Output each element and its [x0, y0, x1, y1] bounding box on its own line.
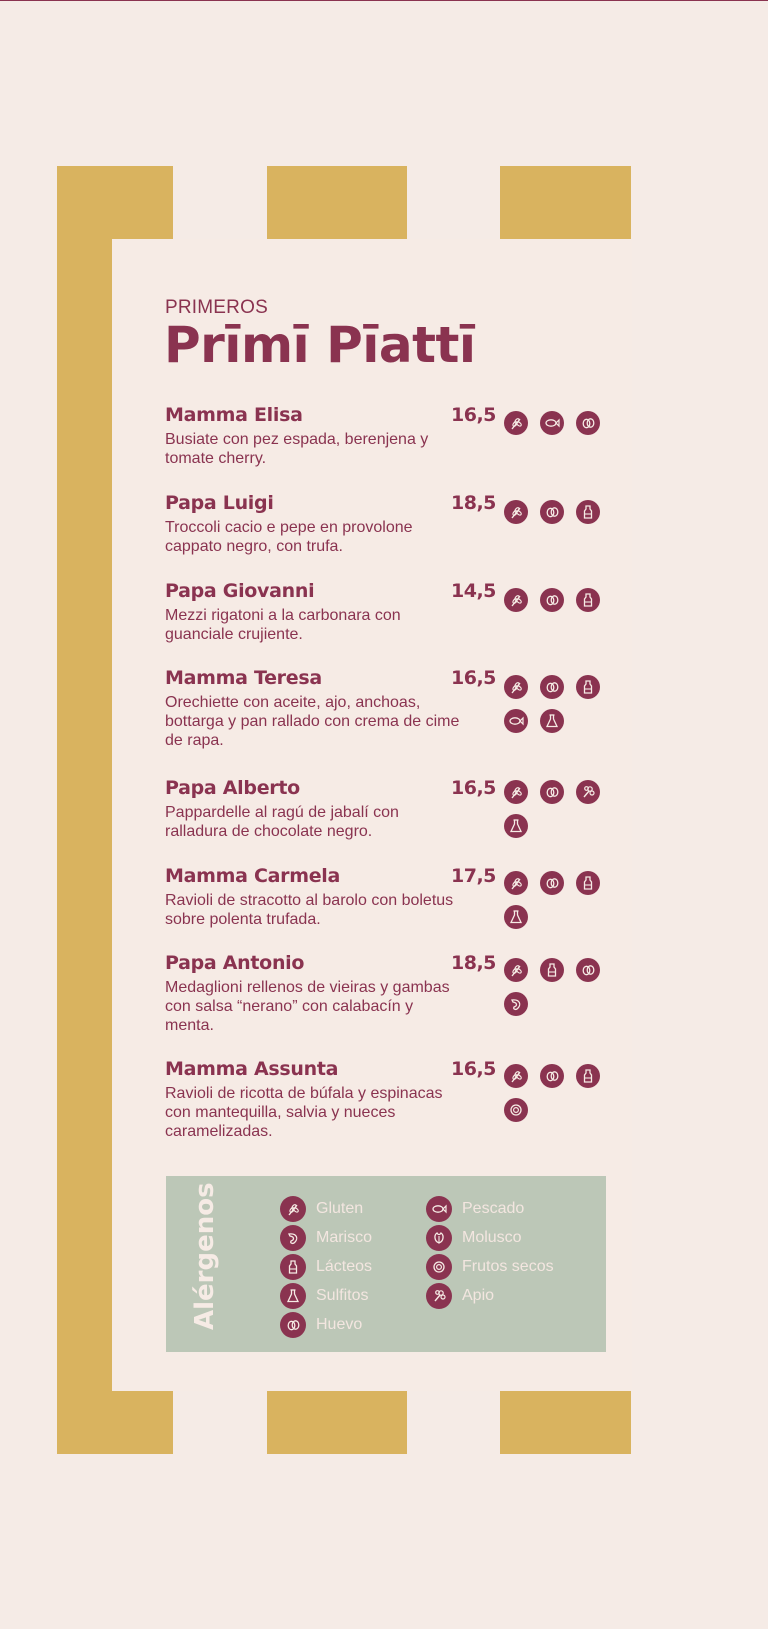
- menu-item-name: Papa Luigi: [165, 492, 274, 514]
- frame-bottom-block-3: [500, 1391, 631, 1454]
- menu-item: [165, 865, 485, 929]
- legend-entry: [426, 1254, 554, 1280]
- gluten-icon: [504, 780, 528, 804]
- menu-item-allergens: [504, 871, 614, 929]
- sulfitos-icon: [540, 709, 564, 733]
- pescado-icon: [504, 709, 528, 733]
- menu-item-price: 16,5: [451, 777, 496, 799]
- lacteos-icon: [576, 500, 600, 524]
- menu-item-description: Medaglioni rellenos de vieiras y gambas con salsa “nerano” con calabacín y menta.: [165, 979, 450, 1034]
- menu-item: [165, 667, 485, 750]
- menu-item-description: Ravioli de stracotto al barolo con boletus sobre polenta trufada.: [165, 892, 454, 928]
- legend-entry: [426, 1283, 494, 1309]
- menu-item-name: Mamma Assunta: [165, 1058, 339, 1080]
- huevo-icon: [540, 675, 564, 699]
- legend-entry-label: Lácteos: [316, 1258, 373, 1275]
- menu-item-description: Ravioli de ricotta de búfala y espinacas con mantequilla, salvia y nueces caramelizadas.: [165, 1085, 443, 1140]
- menu-item-description: Pappardelle al ragú de jabalí con ralladura de chocolate negro.: [165, 804, 399, 840]
- menu-item-price: 16,5: [451, 404, 496, 426]
- legend-entry-label: Molusco: [462, 1229, 522, 1246]
- legend-entry: [280, 1254, 372, 1280]
- menu-item-description: Busiate con pez espada, berenjena y tomate cherry.: [165, 431, 429, 467]
- gluten-icon: [504, 500, 528, 524]
- frutos-secos-icon: [504, 1098, 528, 1122]
- menu-item: [165, 952, 485, 1035]
- lacteos-icon: [576, 1064, 600, 1088]
- frame-bottom-block-2: [267, 1391, 407, 1454]
- gluten-icon: [504, 871, 528, 895]
- menu-item-name: Mamma Teresa: [165, 667, 322, 689]
- menu-item-description: Mezzi rigatoni a la carbonara con guanciale crujiente.: [165, 607, 401, 643]
- sulfitos-icon: [280, 1283, 306, 1309]
- huevo-icon: [540, 588, 564, 612]
- menu-item: [165, 492, 485, 556]
- menu-item-allergens: [504, 588, 614, 612]
- lacteos-icon: [576, 588, 600, 612]
- legend-entry-label: Sulfitos: [316, 1287, 369, 1304]
- sulfitos-icon: [504, 814, 528, 838]
- menu-item-allergens: [504, 958, 614, 1016]
- menu-item-name: Papa Giovanni: [165, 580, 315, 602]
- huevo-icon: [540, 871, 564, 895]
- frame-bottom-block-1: [57, 1391, 173, 1454]
- legend-entry-label: Pescado: [462, 1200, 525, 1217]
- section-kicker: PRIMEROS: [165, 297, 268, 318]
- gluten-icon: [504, 1064, 528, 1088]
- menu-item-name: Papa Alberto: [165, 777, 300, 799]
- menu-item: [165, 404, 485, 468]
- huevo-icon: [576, 411, 600, 435]
- legend-entry: [280, 1312, 362, 1338]
- huevo-icon: [540, 1064, 564, 1088]
- legend-entry: [280, 1196, 363, 1222]
- gluten-icon: [504, 958, 528, 982]
- huevo-icon: [540, 780, 564, 804]
- huevo-icon: [540, 500, 564, 524]
- frame-top-block-1: [57, 166, 173, 239]
- molusco-icon: [426, 1225, 452, 1251]
- pescado-icon: [540, 411, 564, 435]
- frame-top-block-3: [500, 166, 631, 239]
- menu-item-name: Mamma Carmela: [165, 865, 341, 887]
- menu-item-allergens: [504, 411, 614, 435]
- menu-item-price: 16,5: [451, 667, 496, 689]
- menu-item-price: 16,5: [451, 1058, 496, 1080]
- lacteos-icon: [576, 675, 600, 699]
- legend-entry-label: Huevo: [316, 1316, 363, 1333]
- frame-top-block-2: [267, 166, 407, 239]
- legend-entry-label: Marisco: [316, 1229, 373, 1246]
- menu-item-allergens: [504, 780, 614, 838]
- menu-item-description: Orechiette con aceite, ajo, anchoas, bottarga y pan rallado con crema de cime de rapa.: [165, 694, 460, 749]
- menu-item: [165, 1058, 485, 1141]
- legend-entry-label: Frutos secos: [462, 1258, 554, 1275]
- gluten-icon: [280, 1196, 306, 1222]
- menu-item-price: 14,5: [451, 580, 496, 602]
- menu-item-name: Papa Antonio: [165, 952, 305, 974]
- lacteos-icon: [576, 871, 600, 895]
- frame-left-bar: [57, 166, 112, 1454]
- pescado-icon: [426, 1196, 452, 1222]
- legend-entry: [280, 1225, 372, 1251]
- legend-entry-label: Apio: [462, 1287, 495, 1304]
- menu-item-allergens: [504, 500, 614, 524]
- menu-item-name: Mamma Elisa: [165, 404, 303, 426]
- apio-icon: [426, 1283, 452, 1309]
- apio-icon: [576, 780, 600, 804]
- menu-item-description: Troccoli cacio e pepe en provolone cappato negro, con trufa.: [165, 519, 413, 555]
- lacteos-icon: [540, 958, 564, 982]
- marisco-icon: [504, 992, 528, 1016]
- huevo-icon: [280, 1312, 306, 1338]
- menu-item: [165, 777, 485, 841]
- menu-item-price: 18,5: [451, 952, 496, 974]
- gluten-icon: [504, 588, 528, 612]
- legend-entry: [280, 1283, 368, 1309]
- menu-item-price: 18,5: [451, 492, 496, 514]
- menu-item: [165, 580, 485, 644]
- legend-entry: [426, 1196, 524, 1222]
- legend-entry-label: Gluten: [316, 1200, 364, 1217]
- legend-entry: [426, 1225, 522, 1251]
- huevo-icon: [576, 958, 600, 982]
- lacteos-icon: [280, 1254, 306, 1280]
- gluten-icon: [504, 675, 528, 699]
- top-border-line: [0, 0, 768, 1]
- menu-item-allergens: [504, 1064, 614, 1122]
- menu-item-allergens: [504, 675, 614, 733]
- sulfitos-icon: [504, 905, 528, 929]
- frutos-secos-icon: [426, 1254, 452, 1280]
- legend-title: Alérgenos: [190, 1182, 220, 1330]
- gluten-icon: [504, 411, 528, 435]
- menu-item-price: 17,5: [451, 865, 496, 887]
- marisco-icon: [280, 1225, 306, 1251]
- section-title: Prīmī Pīattī: [164, 316, 476, 374]
